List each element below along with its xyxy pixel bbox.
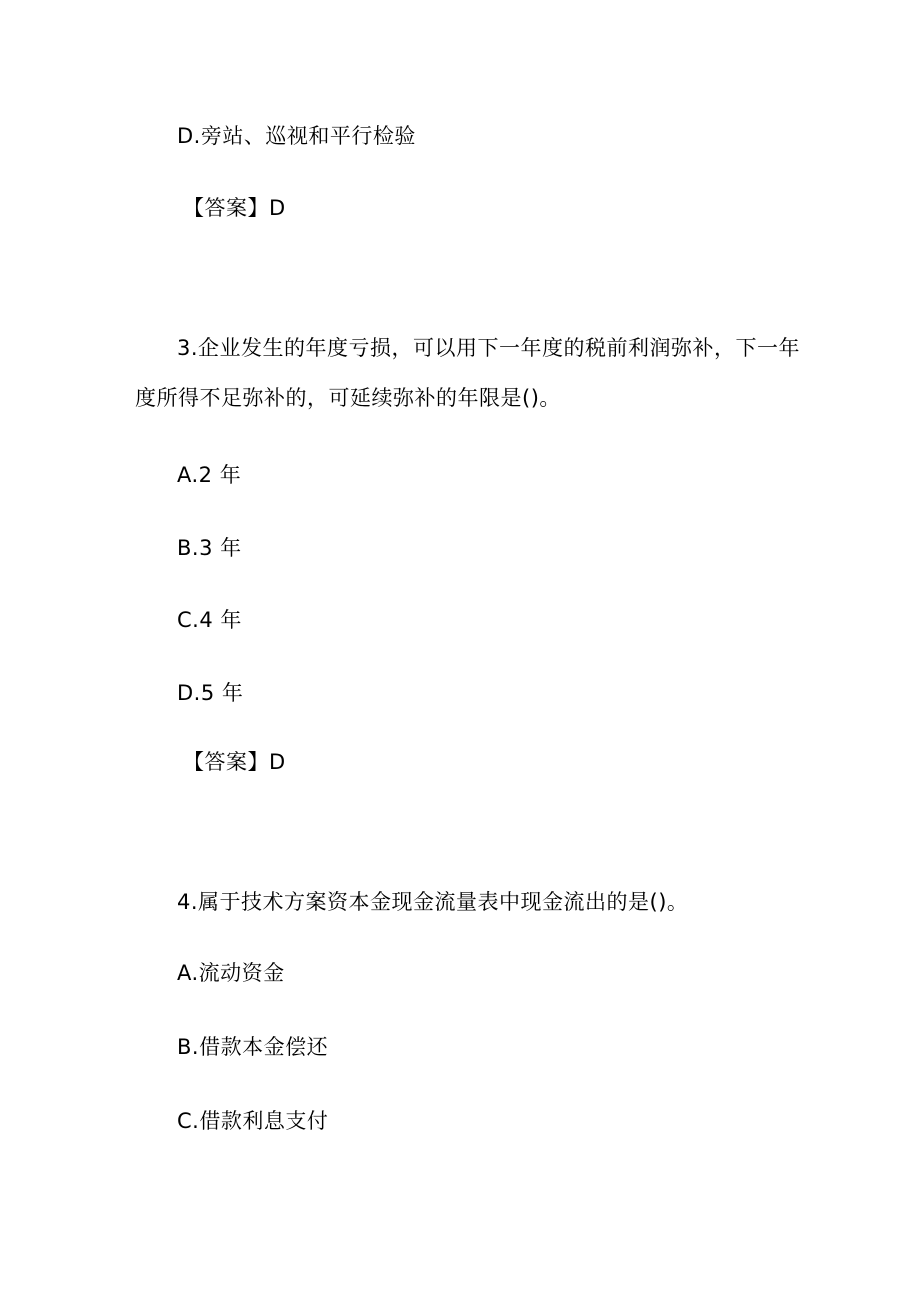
q2-answer: 【答案】D bbox=[183, 196, 286, 220]
q3-option-c: C.4 年 bbox=[177, 608, 242, 632]
q2-option-d: D.旁站、巡视和平行检验 bbox=[177, 124, 416, 148]
q3-option-d: D.5 年 bbox=[177, 681, 244, 705]
q4-option-a: A.流动资金 bbox=[177, 961, 285, 985]
q4-stem: 4.属于技术方案资本金现金流量表中现金流出的是()。 bbox=[177, 890, 689, 914]
q3-stem-line1: 3.企业发生的年度亏损，可以用下一年度的税前利润弥补，下一年 bbox=[177, 336, 801, 360]
q3-answer: 【答案】D bbox=[183, 750, 286, 774]
q3-stem-line2: 度所得不足弥补的，可延续弥补的年限是()。 bbox=[135, 386, 561, 410]
q4-option-c: C.借款利息支付 bbox=[177, 1109, 329, 1133]
q3-option-a: A.2 年 bbox=[177, 463, 242, 487]
q3-option-b: B.3 年 bbox=[177, 536, 242, 560]
q4-option-b: B.借款本金偿还 bbox=[177, 1035, 329, 1059]
